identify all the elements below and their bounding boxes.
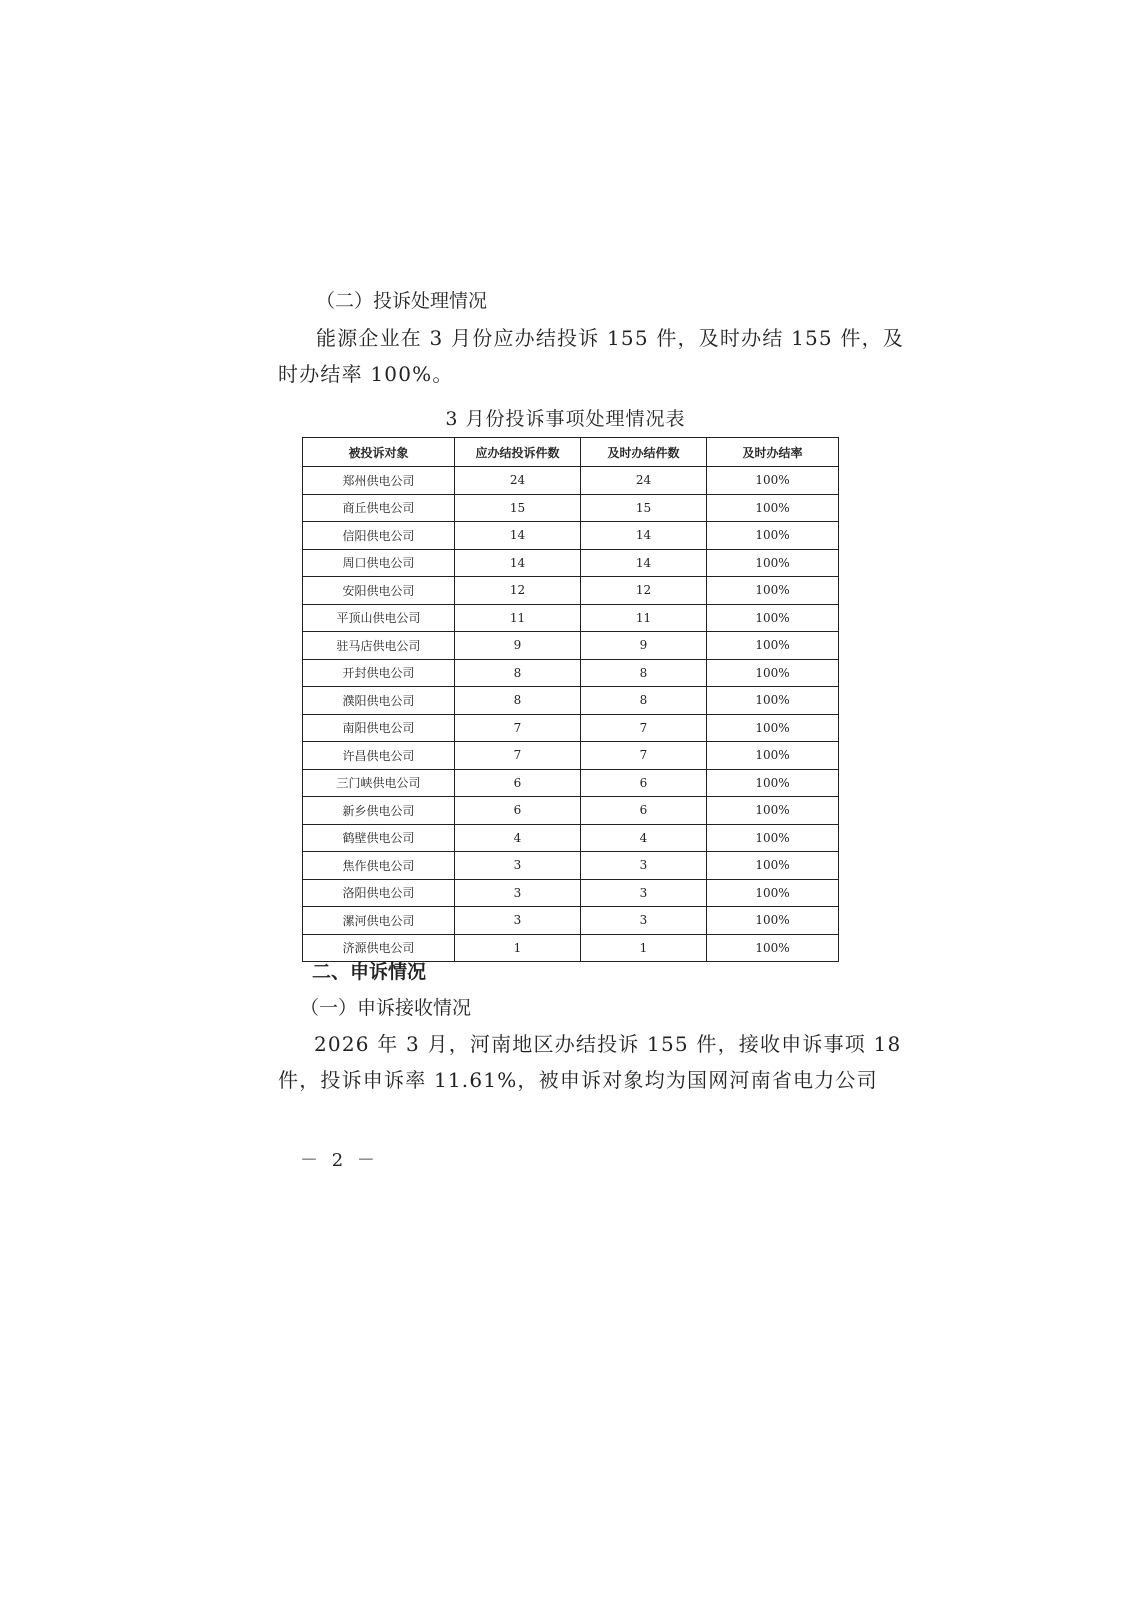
row-target: 周口供电公司	[303, 549, 455, 577]
row-due-count: 12	[455, 577, 581, 605]
header-timely-count: 及时办结件数	[581, 438, 707, 467]
header-due-count: 应办结投诉件数	[455, 438, 581, 467]
row-timely-count: 7	[581, 714, 707, 742]
table-header-row	[303, 438, 839, 467]
row-due-count: 3	[455, 852, 581, 880]
row-target: 许昌供电公司	[303, 742, 455, 770]
table-row	[303, 494, 839, 522]
row-due-count: 3	[455, 879, 581, 907]
row-timely-rate: 100%	[707, 687, 839, 715]
row-due-count: 7	[455, 742, 581, 770]
row-timely-rate: 100%	[707, 632, 839, 660]
paragraph1-line2: 时办结率 100%。	[278, 362, 454, 386]
paragraph1-line1: 能源企业在 3 月份应办结投诉 155 件，及时办结 155 件，及	[316, 326, 905, 350]
row-target: 商丘供电公司	[303, 494, 455, 522]
row-target: 焦作供电公司	[303, 852, 455, 880]
row-timely-count: 11	[581, 604, 707, 632]
row-due-count: 4	[455, 824, 581, 852]
row-timely-rate: 100%	[707, 907, 839, 935]
row-target: 三门峡供电公司	[303, 769, 455, 797]
row-timely-rate: 100%	[707, 467, 839, 495]
table-row	[303, 852, 839, 880]
row-timely-rate: 100%	[707, 577, 839, 605]
table-row	[303, 742, 839, 770]
row-timely-rate: 100%	[707, 659, 839, 687]
row-timely-rate: 100%	[707, 714, 839, 742]
row-target: 开封供电公司	[303, 659, 455, 687]
table-row	[303, 687, 839, 715]
row-due-count: 3	[455, 907, 581, 935]
header-timely-rate: 及时办结率	[707, 438, 839, 467]
row-timely-count: 7	[581, 742, 707, 770]
table-row	[303, 632, 839, 660]
row-target: 济源供电公司	[303, 934, 455, 962]
table-row	[303, 907, 839, 935]
row-due-count: 14	[455, 522, 581, 550]
row-target: 鹤壁供电公司	[303, 824, 455, 852]
row-timely-count: 3	[581, 879, 707, 907]
section2-heading: 二、申诉情况	[312, 961, 427, 983]
row-timely-count: 24	[581, 467, 707, 495]
row-timely-count: 15	[581, 494, 707, 522]
table-row	[303, 714, 839, 742]
row-target: 驻马店供电公司	[303, 632, 455, 660]
row-timely-count: 8	[581, 687, 707, 715]
row-timely-count: 8	[581, 659, 707, 687]
row-timely-rate: 100%	[707, 879, 839, 907]
row-timely-rate: 100%	[707, 522, 839, 550]
row-due-count: 15	[455, 494, 581, 522]
row-timely-rate: 100%	[707, 742, 839, 770]
row-due-count: 1	[455, 934, 581, 962]
row-due-count: 7	[455, 714, 581, 742]
row-target: 洛阳供电公司	[303, 879, 455, 907]
paragraph2-line1: 2026 年 3 月，河南地区办结投诉 155 件，接收申诉事项 18	[314, 1032, 902, 1056]
row-due-count: 9	[455, 632, 581, 660]
row-timely-rate: 100%	[707, 852, 839, 880]
table-row	[303, 769, 839, 797]
row-due-count: 8	[455, 687, 581, 715]
row-timely-rate: 100%	[707, 769, 839, 797]
row-target: 平顶山供电公司	[303, 604, 455, 632]
complaint-table	[302, 437, 839, 962]
row-timely-count: 1	[581, 934, 707, 962]
row-target: 濮阳供电公司	[303, 687, 455, 715]
table-row	[303, 659, 839, 687]
table-row	[303, 577, 839, 605]
row-timely-rate: 100%	[707, 934, 839, 962]
row-timely-rate: 100%	[707, 797, 839, 825]
row-target: 漯河供电公司	[303, 907, 455, 935]
table-row	[303, 549, 839, 577]
row-target: 信阳供电公司	[303, 522, 455, 550]
table-row	[303, 604, 839, 632]
row-timely-count: 4	[581, 824, 707, 852]
row-target: 新乡供电公司	[303, 797, 455, 825]
row-target: 郑州供电公司	[303, 467, 455, 495]
row-timely-rate: 100%	[707, 494, 839, 522]
header-target: 被投诉对象	[303, 438, 455, 467]
table-row	[303, 879, 839, 907]
row-due-count: 24	[455, 467, 581, 495]
row-due-count: 6	[455, 797, 581, 825]
subsection-heading-appeal-receipt: （一）申诉接收情况	[300, 997, 472, 1019]
row-timely-count: 14	[581, 522, 707, 550]
row-target: 安阳供电公司	[303, 577, 455, 605]
row-timely-count: 12	[581, 577, 707, 605]
table-row	[303, 824, 839, 852]
row-due-count: 6	[455, 769, 581, 797]
row-timely-count: 3	[581, 852, 707, 880]
table-row	[303, 522, 839, 550]
table-row	[303, 467, 839, 495]
row-timely-count: 6	[581, 769, 707, 797]
row-timely-rate: 100%	[707, 824, 839, 852]
row-due-count: 14	[455, 549, 581, 577]
page-number: － 2 －	[300, 1150, 379, 1171]
section-heading-complaint-handling: （二）投诉处理情况	[316, 290, 488, 312]
row-due-count: 11	[455, 604, 581, 632]
table-title: 3 月份投诉事项处理情况表	[445, 408, 686, 430]
row-timely-count: 6	[581, 797, 707, 825]
row-timely-rate: 100%	[707, 604, 839, 632]
row-timely-rate: 100%	[707, 549, 839, 577]
row-timely-count: 9	[581, 632, 707, 660]
table-row	[303, 797, 839, 825]
paragraph2-line2: 件，投诉申诉率 11.61%，被申诉对象均为国网河南省电力公司	[278, 1068, 878, 1092]
row-due-count: 8	[455, 659, 581, 687]
row-timely-count: 3	[581, 907, 707, 935]
row-target: 南阳供电公司	[303, 714, 455, 742]
row-timely-count: 14	[581, 549, 707, 577]
